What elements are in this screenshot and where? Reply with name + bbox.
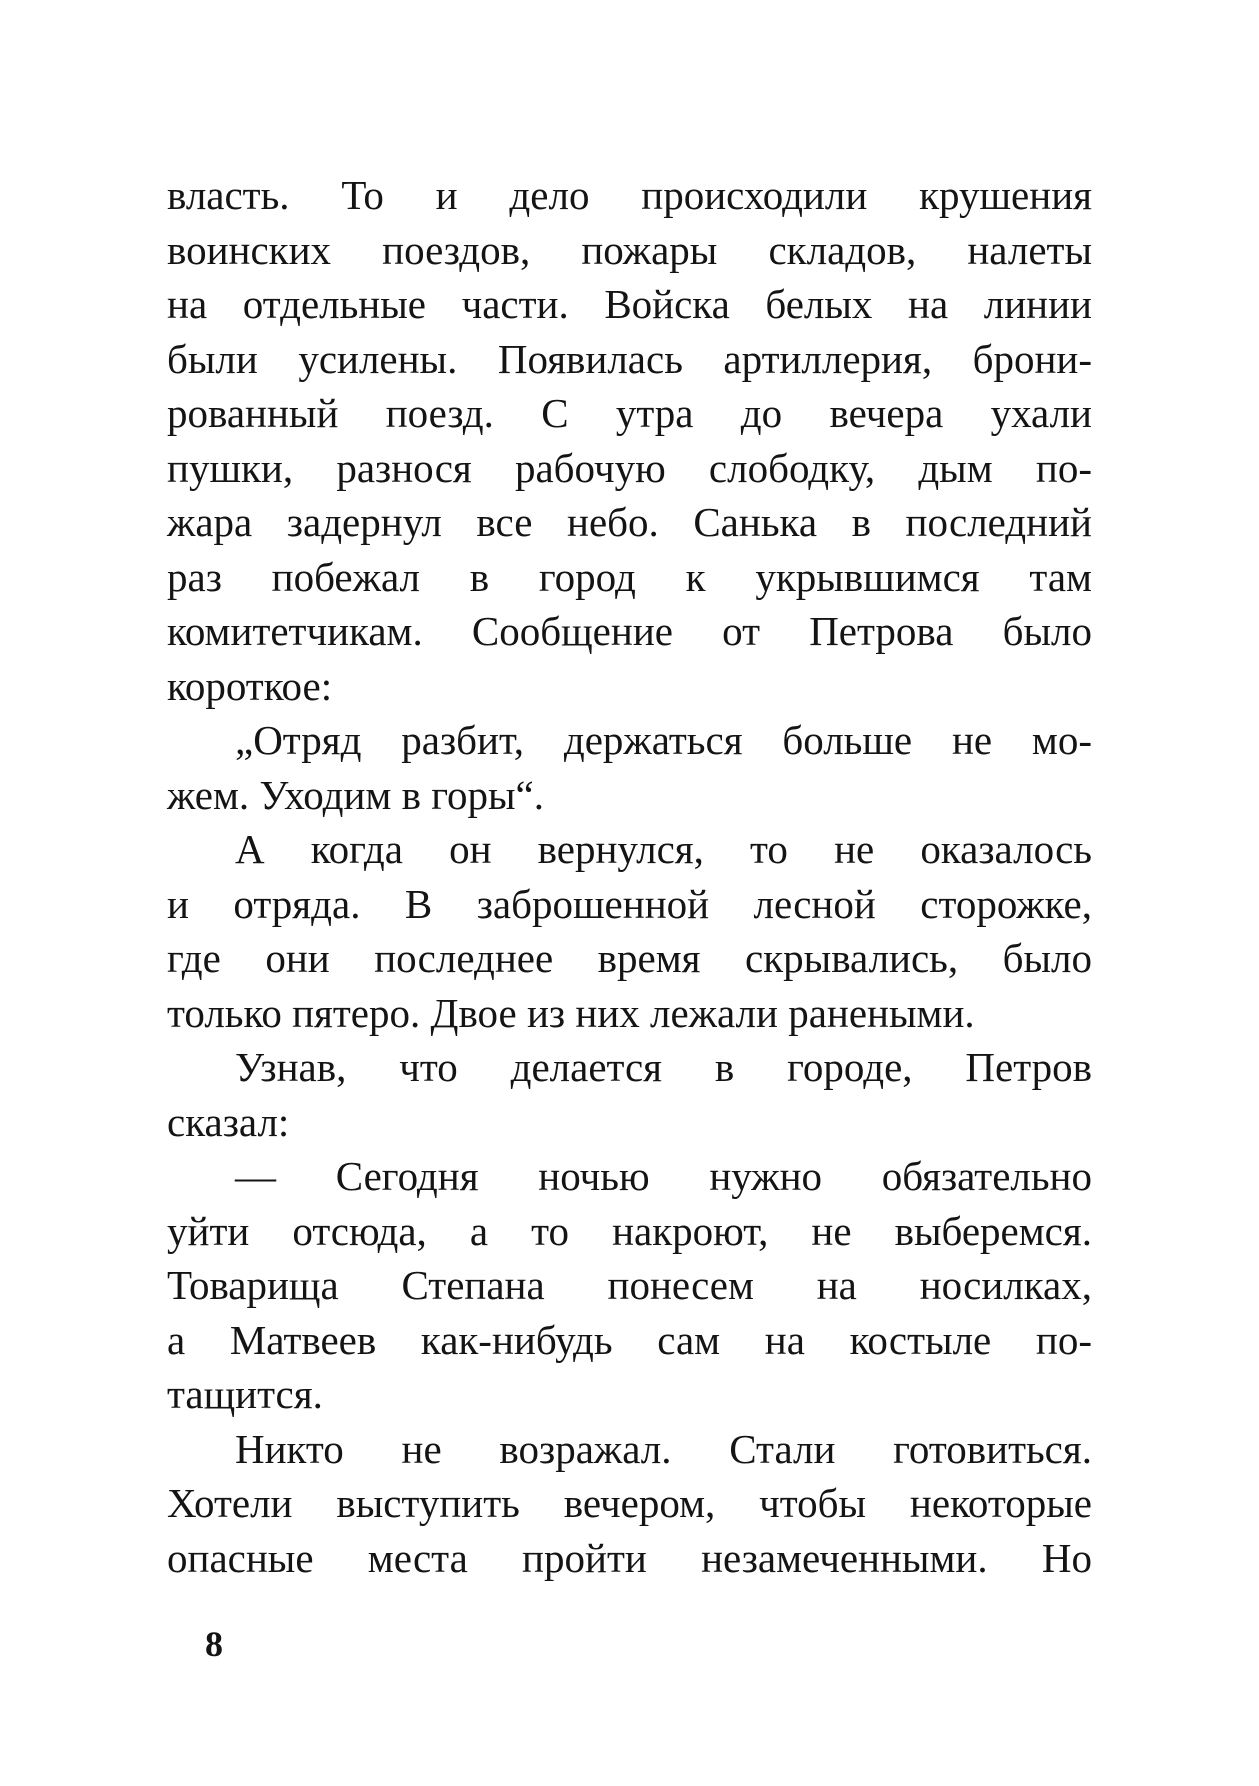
text-line: Хотели выступить вечером, чтобы некоторые: [167, 1480, 1092, 1526]
text-line: воинских поездов, пожары складов, налеты: [167, 226, 1092, 273]
body-text: [167, 168, 1092, 1585]
text-line: комитетчикам. Сообщение от Петрова было: [167, 608, 1092, 654]
text-line: Узнав, что делается в городе, Петров: [235, 1044, 1092, 1090]
text-line: власть. То и дело происходили крушения: [167, 172, 1092, 218]
text-line: уйти отсюда, а то накроют, не выберемся.: [167, 1207, 1092, 1254]
text-line: где они последнее время скрывались, было: [167, 935, 1092, 981]
text-line: были усилены. Появилась артиллерия, брони-: [167, 335, 1092, 382]
text-line: А когда он вернулся, то не оказалось: [235, 826, 1092, 872]
text-line: на отдельные части. Войска белых на линии: [167, 281, 1092, 327]
text-line: „Отряд разбит, держаться больше не мо-: [235, 717, 1092, 763]
text-line: короткое:: [167, 662, 333, 709]
text-line: раз побежал в город к укрывшимся там: [167, 553, 1092, 600]
text-line: жара задернул все небо. Санька в последний: [167, 499, 1092, 545]
text-line: жем. Уходим в горы“.: [167, 771, 545, 818]
text-line: пушки, разнося рабочую слободку, дым по-: [167, 444, 1092, 491]
text-line: а Матвеев как-нибудь сам на костыле по-: [167, 1316, 1092, 1363]
text-line: рованный поезд. С утра до вечера ухали: [167, 390, 1092, 436]
text-line: опасные места пройти незамеченными. Но: [167, 1534, 1092, 1581]
text-line: — Сегодня ночью нужно обязательно: [235, 1153, 1092, 1199]
page-number: 8: [205, 1624, 223, 1664]
text-line: сказал:: [167, 1098, 290, 1145]
text-line: только пятеро. Двое из них лежали ранеными.: [167, 989, 975, 1036]
text-line: Товарища Степана понесем на носилках,: [167, 1262, 1092, 1308]
text-line: и отряда. В заброшенной лесной сторожке,: [167, 880, 1092, 927]
text-line: Никто не возражал. Стали готовиться.: [235, 1425, 1092, 1472]
text-line: тащится.: [167, 1371, 323, 1417]
